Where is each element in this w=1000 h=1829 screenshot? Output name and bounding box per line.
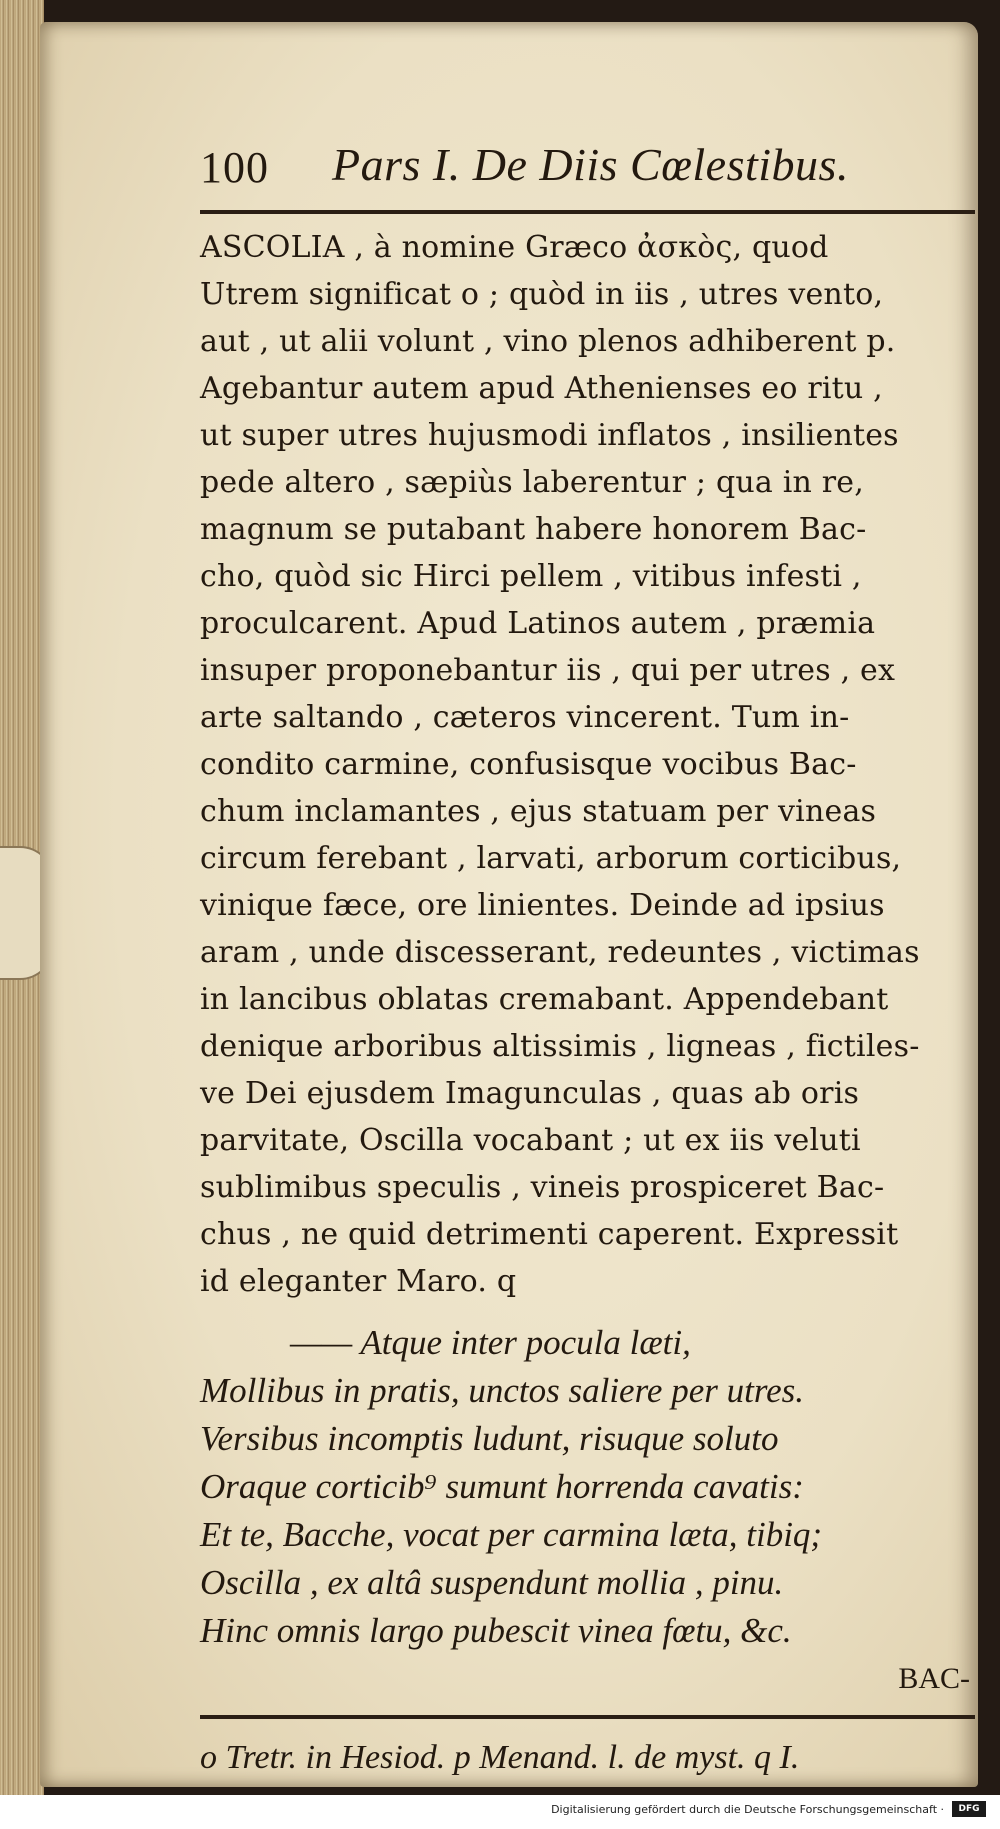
text-line: chum inclamantes , ejus statuam per vineas (200, 794, 877, 829)
footnote-line: o Tretr. in Hesiod. p Menand. l. de myst. q I. (200, 1739, 800, 1776)
text-line: id eleganter Maro. q (200, 1264, 517, 1299)
text-line: denique arboribus altissimis , ligneas , fictiles- (200, 1029, 920, 1064)
verse-line: —— Atque inter pocula læti, (290, 1323, 691, 1362)
text-line: in lancibus oblatas cremabant. Appendebant (200, 982, 889, 1017)
text-line: sublimibus speculis , vineis prospiceret Bac- (200, 1170, 885, 1205)
verse-line: Et te, Bacche, vocat per carmina læta, tibiq; (200, 1515, 823, 1554)
running-title: Pars I. De Diis Cœlestibus. (332, 139, 849, 190)
header-rule (200, 210, 975, 214)
page-content (200, 122, 982, 1829)
credit-text: Digitalisierung gefördert durch die Deutsche Forschungsgemeinschaft · (551, 1803, 944, 1816)
catchword: BAC- (898, 1662, 970, 1695)
text-line: arte saltando , cæteros vincerent. Tum in- (200, 700, 850, 735)
page-number: 100 (200, 143, 269, 192)
text-line: cho, quòd sic Hirci pellem , vitibus infesti , (200, 559, 862, 594)
text-line: insuper proponebantur iis , qui per utres , ex (200, 653, 896, 688)
text-line: vinique fæce, ore linientes. Deinde ad ipsius (200, 888, 885, 923)
body-text (200, 224, 982, 1305)
verse-line: Oraque corticib⁹ sumunt horrenda cavatis: (200, 1467, 804, 1506)
text-line: magnum se putabant habere honorem Bac- (200, 512, 867, 547)
verse-line: Mollibus in pratis, unctos saliere per utres. (200, 1371, 805, 1410)
text-line: Agebantur autem apud Athenienses eo ritu , (200, 371, 883, 406)
running-head (200, 122, 982, 192)
text-line: ut super utres hujusmodi inflatos , insilientes (200, 418, 899, 453)
footnote-rule (200, 1715, 975, 1719)
verse-line: Versibus incomptis ludunt, risuque soluto (200, 1419, 779, 1458)
text-line: aram , unde discesserant, redeuntes , victimas (200, 935, 920, 970)
text-line: ASCOLIA , à nomine Græco ἀσκὸς, quod (200, 230, 829, 265)
text-line: Utrem significat o ; quòd in iis , utres vento, (200, 277, 884, 312)
book-page (40, 22, 978, 1787)
text-line: condito carmine, confusisque vocibus Bac- (200, 747, 857, 782)
text-line: circum ferebant , larvati, arborum corticibus, (200, 841, 902, 876)
verse-line: Oscilla , ex altâ suspendunt mollia , pinu. (200, 1563, 784, 1602)
dfg-logo: DFG (952, 1801, 986, 1817)
digitization-credit-bar (0, 1795, 1000, 1829)
text-line: chus , ne quid detrimenti caperent. Expressit (200, 1217, 899, 1252)
verse-line: Hinc omnis largo pubescit vinea fœtu, &c. (200, 1611, 792, 1650)
verse-quotation (200, 1319, 982, 1655)
text-line: ve Dei ejusdem Imagunculas , quas ab oris (200, 1076, 860, 1111)
text-line: aut , ut alii volunt , vino plenos adhiberent p. (200, 324, 896, 359)
text-line: pede altero , sæpiùs laberentur ; qua in re, (200, 465, 864, 500)
text-line: proculcarent. Apud Latinos autem , præmia (200, 606, 876, 641)
text-line: parvitate, Oscilla vocabant ; ut ex iis veluti (200, 1123, 861, 1158)
